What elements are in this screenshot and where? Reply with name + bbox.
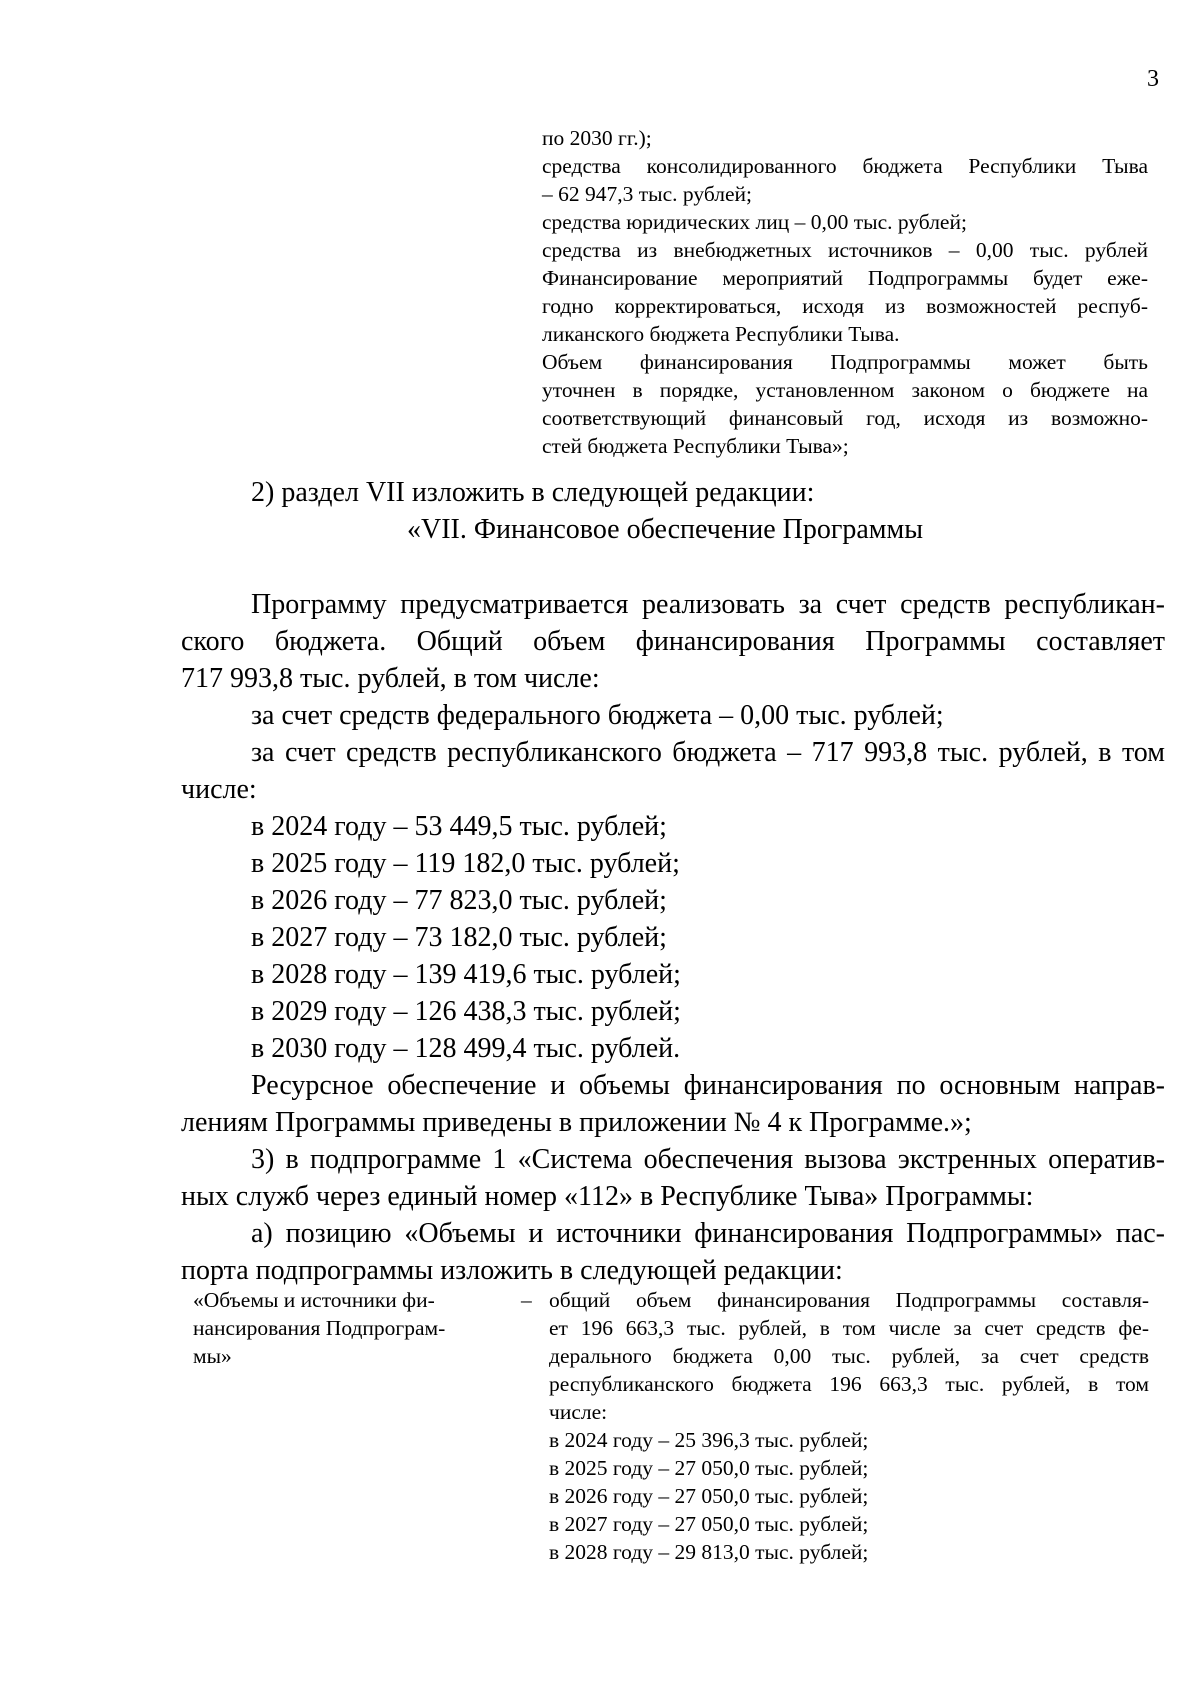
year-amount: в 2027 году – 73 182,0 тыс. рублей; (251, 922, 667, 953)
position-content-line: республиканского бюджета 196 663,3 тыс. рублей, в том (549, 1372, 1149, 1396)
position-title-line: нансирования Подпрограм- (193, 1316, 446, 1340)
position-content-line: общий объем финансирования Подпрограммы составля- (549, 1288, 1149, 1312)
position-content-line: дерального бюджета 0,00 тыс. рублей, за счет средств (549, 1344, 1149, 1368)
passport-line: уточнен в порядке, установленном законом о бюджете на (542, 378, 1148, 402)
position-content (549, 1286, 1149, 1566)
passport-financing-tail (542, 124, 1148, 460)
passport-line: годно корректироваться, исходя из возможностей респуб- (542, 294, 1148, 318)
year-amount: в 2027 году – 27 050,0 тыс. рублей; (549, 1512, 869, 1536)
program-financing-text (181, 586, 1165, 1289)
federal-budget-line: за счет средств федерального бюджета – 0,00 тыс. рублей; (251, 700, 944, 731)
year-amount: в 2028 году – 139 419,6 тыс. рублей; (251, 959, 681, 990)
position-dash: – (521, 1288, 532, 1312)
passport-line: ликанского бюджета Республики Тыва. (542, 322, 900, 346)
passport-line: по 2030 гг.); (542, 126, 652, 150)
passport-line: Финансирование мероприятий Подпрограммы будет еже- (542, 266, 1148, 290)
paragraph-line: Программу предусматривается реализовать за счет средств республикан- (251, 589, 1165, 620)
year-amount: в 2026 году – 77 823,0 тыс. рублей; (251, 885, 667, 916)
passport-line: средства консолидированного бюджета Республики Тыва (542, 154, 1148, 178)
resource-line: лениям Программы приведены в приложении № 4 к Программе.»; (181, 1107, 972, 1138)
item-3-line: ных служб через единый номер «112» в Республике Тыва» Программы: (181, 1181, 1034, 1212)
year-amount: в 2024 году – 25 396,3 тыс. рублей; (549, 1428, 869, 1452)
position-title-line: «Объемы и источники фи- (193, 1288, 435, 1312)
passport-line: средства из внебюджетных источников – 0,00 тыс. рублей (542, 238, 1148, 262)
passport-line: стей бюджета Республики Тыва»; (542, 434, 849, 458)
passport-line: Объем финансирования Подпрограммы может быть (542, 350, 1148, 374)
item-2-intro: 2) раздел VII изложить в следующей редакции: (251, 477, 815, 508)
year-amount: в 2025 году – 27 050,0 тыс. рублей; (549, 1456, 869, 1480)
item-2-block (181, 474, 1165, 548)
section-vii-heading: «VII. Финансовое обеспечение Программы (407, 514, 924, 545)
resource-line: Ресурсное обеспечение и объемы финансирования по основным направ- (251, 1070, 1165, 1101)
year-amount: в 2029 году – 126 438,3 тыс. рублей; (251, 996, 681, 1027)
republic-budget-line: числе: (181, 774, 257, 805)
paragraph-line: ского бюджета. Общий объем финансирования Программы составляет (181, 626, 1165, 657)
item-3a-line: порта подпрограммы изложить в следующей редакции: (181, 1255, 843, 1286)
item-3a-line: а) позицию «Объемы и источники финансирования Подпрограммы» пас- (251, 1218, 1165, 1249)
item-3-line: 3) в подпрограмме 1 «Система обеспечения вызова экстренных оператив- (251, 1144, 1165, 1175)
year-amount: в 2026 году – 27 050,0 тыс. рублей; (549, 1484, 869, 1508)
year-amount: в 2028 году – 29 813,0 тыс. рублей; (549, 1540, 869, 1564)
position-title-line: мы» (193, 1344, 232, 1368)
passport-line: средства юридических лиц – 0,00 тыс. рублей; (542, 210, 967, 234)
position-content-line: числе: (549, 1400, 608, 1424)
year-amount: в 2030 году – 128 499,4 тыс. рублей. (251, 1033, 681, 1064)
year-amount: в 2024 году – 53 449,5 тыс. рублей; (251, 811, 667, 842)
year-amount: в 2025 году – 119 182,0 тыс. рублей; (251, 848, 680, 879)
position-content-line: ет 196 663,3 тыс. рублей, в том числе за счет средств фе- (549, 1316, 1149, 1340)
republic-budget-line: за счет средств республиканского бюджета – 717 993,8 тыс. рублей, в том (251, 737, 1165, 768)
position-title (193, 1286, 493, 1370)
paragraph-line: 717 993,8 тыс. рублей, в том числе: (181, 663, 600, 694)
page-number: 3 (1147, 66, 1159, 92)
passport-line: – 62 947,3 тыс. рублей; (542, 182, 752, 206)
passport-line: соответствующий финансовый год, исходя из возможно- (542, 406, 1148, 430)
